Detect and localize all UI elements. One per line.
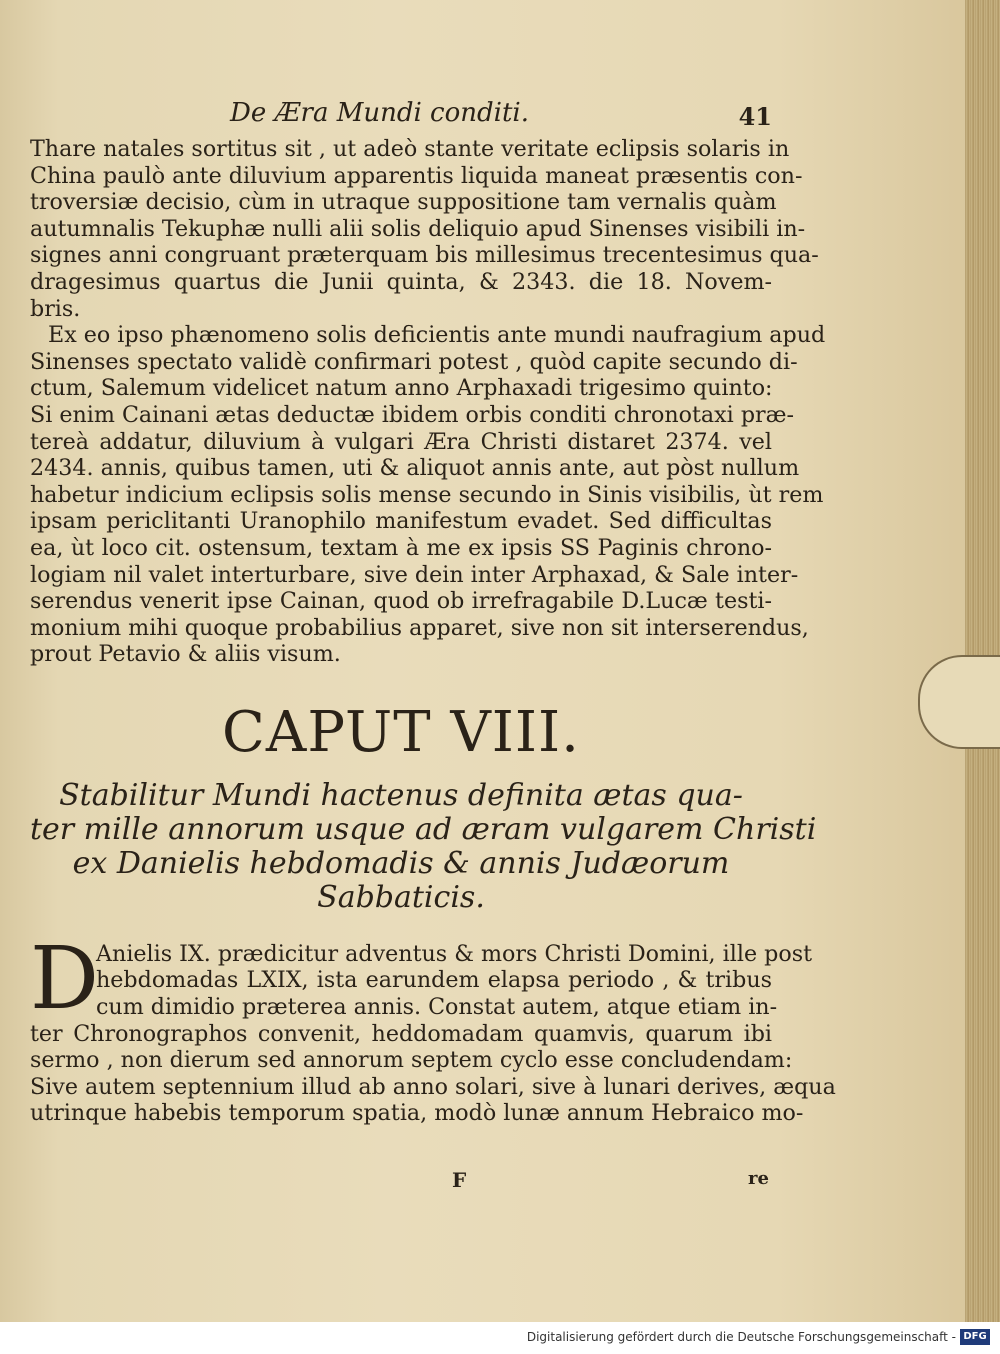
chapter-heading: CAPUT VIII. <box>222 699 580 765</box>
chapter-subtitle <box>30 777 817 915</box>
footer-bar <box>0 1322 1000 1354</box>
text-line: sermo , non dierum sed annorum septem cyclo esse concludendam: <box>30 1047 793 1074</box>
text-line: troversiæ decisio, cùm in utraque suppositione tam vernalis quàm <box>30 189 777 216</box>
text-line: serendus venerit ipse Cainan, quod ob irrefragabile D.Lucæ testi- <box>30 588 772 615</box>
running-head-title: De Æra Mundi conditi. <box>230 98 529 128</box>
subtitle-line: ex Danielis hebdomadis & annis Judæorum <box>72 845 730 881</box>
text-line: autumnalis Tekuphæ nulli alii solis deliquio apud Sinenses visibili in- <box>30 215 806 242</box>
paragraph-2 <box>30 322 826 668</box>
text-line: hebdomadas LXIX, ista earundem elapsa periodo , & tribus <box>96 967 772 994</box>
thumb-tab <box>918 655 1000 749</box>
catchword: re <box>748 1168 769 1189</box>
dfg-logo: DFG <box>960 1329 990 1345</box>
text-line: ctum, Salemum videlicet natum anno Arphaxadi trigesimo quinto: <box>30 375 773 402</box>
text-line: Ex eo ipso phænomeno solis deficientis ante mundi naufragium apud <box>48 322 826 349</box>
text-line: Anielis IX. prædicitur adventus & mors Christi Domini, ille post <box>96 940 812 967</box>
footer-credit: Digitalisierung gefördert durch die Deutsche Forschungsgemeinschaft - <box>526 1330 956 1344</box>
text-line: Sive autem septennium illud ab anno solari, sive à lunari derives, æqua <box>30 1073 836 1100</box>
text-line: ter Chronographos convenit, heddomadam quamvis, quarum ibi <box>30 1020 772 1047</box>
text-line: Si enim Cainani ætas deductæ ibidem orbis conditi chronotaxi præ- <box>30 401 794 428</box>
running-head <box>30 98 772 136</box>
text-line: Sinenses spectato validè confirmari potest , quòd capite secundo di- <box>30 348 798 375</box>
subtitle-line: Sabbaticis. <box>317 879 485 915</box>
signature-mark: F <box>452 1168 467 1192</box>
page-text <box>30 98 836 1127</box>
page-number: 41 <box>738 102 772 131</box>
text-line: cum dimidio præterea annis. Constat autem, atque etiam in- <box>96 994 778 1021</box>
paragraph-3 <box>30 928 836 1127</box>
text-line: 2434. annis, quibus tamen, uti & aliquot annis ante, aut pòst nullum <box>30 455 800 482</box>
text-line: monium mihi quoque probabilius apparet, sive non sit interserendus, <box>30 614 809 641</box>
text-line: tereà addatur, diluvium à vulgari Æra Christi distaret 2374. vel <box>30 428 772 455</box>
text-line: ipsam periclitanti Uranophilo manifestum evadet. Sed difficultas <box>30 508 772 535</box>
paragraph-1 <box>30 136 819 322</box>
text-line: ea, ùt loco cit. ostensum, textam à me ex ipsis SS Paginis chrono- <box>30 534 772 561</box>
text-line: logiam nil valet interturbare, sive dein inter Arphaxad, & Sale inter- <box>30 561 799 588</box>
drop-cap: D <box>30 928 99 1029</box>
text-line: habetur indicium eclipsis solis mense secundo in Sinis visibilis, ùt rem <box>30 481 824 508</box>
text-line: prout Petavio & aliis visum. <box>30 641 341 668</box>
subtitle-line: Stabilitur Mundi hactenus definita ætas qua- <box>59 777 743 813</box>
text-line: dragesimus quartus die Junii quinta, & 2343. die 18. Novem- <box>30 268 772 295</box>
text-line: Thare natales sortitus sit , ut adeò stante veritate eclipsis solaris in <box>30 136 790 162</box>
text-line: utrinque habebis temporum spatia, modò lunæ annum Hebraico mo- <box>30 1100 804 1127</box>
subtitle-line: ter mille annorum usque ad æram vulgarem Christi <box>30 811 817 847</box>
text-line: bris. <box>30 295 81 322</box>
text-line: China paulò ante diluvium apparentis liquida maneat præsentis con- <box>30 162 803 189</box>
text-line: signes anni congruant præterquam bis millesimus trecentesimus qua- <box>30 242 819 269</box>
